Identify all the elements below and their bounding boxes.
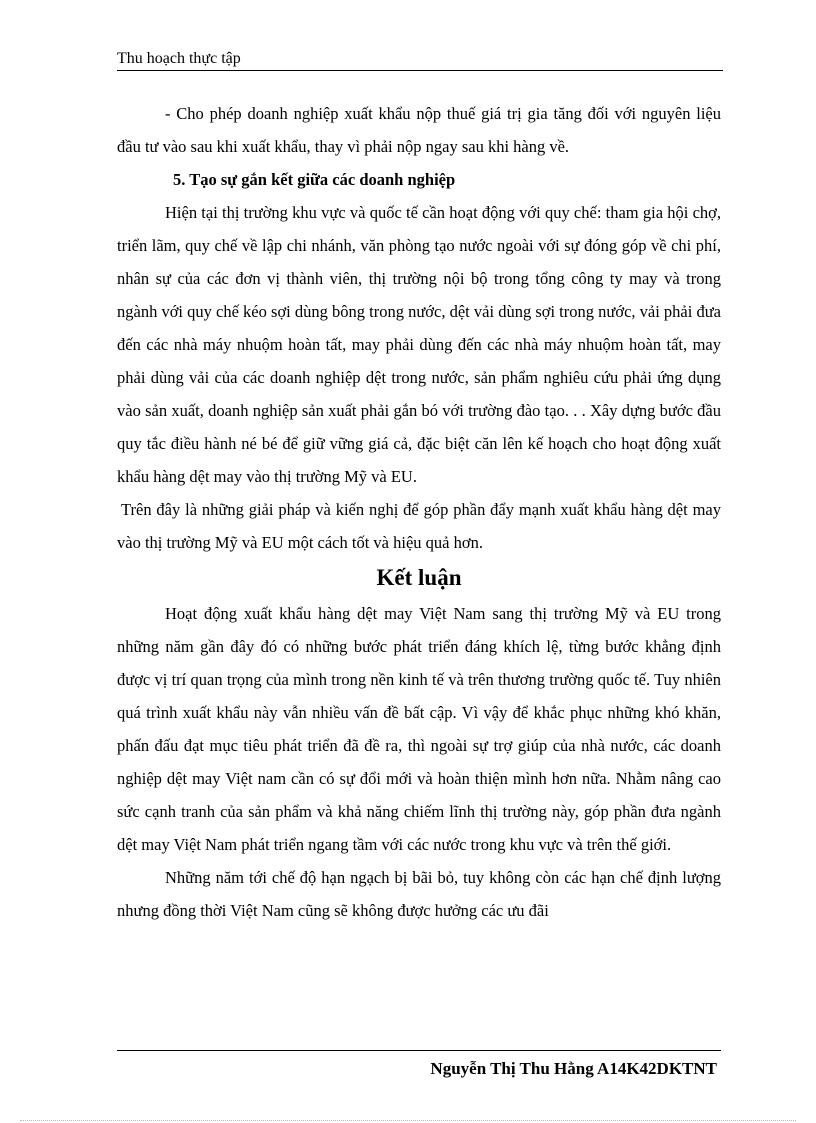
conclusion-title: Kết luận <box>376 565 462 590</box>
paragraph-summary: Trên đây là những giải pháp và kiến nghị để góp phần đẩy mạnh xuất khẩu hàng dệt may vào thị trường Mỹ và EU một cách tốt và hiệu quả hơn. <box>117 500 721 552</box>
header-title: Thu hoạch thực tập <box>117 50 241 67</box>
footer-author: Nguyễn Thị Thu Hằng A14K42DKTNT <box>430 1059 717 1078</box>
paragraph-conclusion: Hoạt động xuất khẩu hàng dệt may Việt Nam sang thị trường Mỹ và EU trong những năm gần đây đó có những bước phát triển đáng khích lệ, từng bước khẳng định được vị trí quan trọng của mình trong nền kinh tế và trên thương trường quốc tế. Tuy nhiên quá trình xuất khẩu này vẫn nhiều vấn đề bất cập. Vì vậy để khắc phục những khó khăn, phấn đấu đạt mục tiêu phát triển đã đề ra, thì ngoài sự trợ giúp của nhà nước, các doanh nghiệp dệt may Việt nam cần có sự đổi mới và hoàn thiện mình hơn nữa. Nhằm nâng cao sức cạnh tranh của sản phẩm và khả năng chiếm lĩnh thị trường này, góp phần đưa ngành dệt may Việt Nam phát triển ngang tầm với các nước trong khu vực và trên thế giới. <box>117 604 721 854</box>
paragraph-quota: Những năm tới chế độ hạn ngạch bị bãi bỏ, tuy không còn các hạn chế định lượng nhưng đồng thời Việt Nam cũng sẽ không được hưởng các ưu đãi <box>117 868 721 920</box>
paragraph-vat-deferral: - Cho phép doanh nghiệp xuất khẩu nộp thuế giá trị gia tăng đối với nguyên liệu đầu tư vào sau khi xuất khẩu, thay vì phải nộp ngay sau khi hàng về. <box>117 104 721 156</box>
page-footer <box>117 1050 721 1081</box>
page-header <box>117 50 723 71</box>
page-bottom-border <box>20 1120 796 1121</box>
section-heading: 5. Tạo sự gắn kết giữa các doanh nghiệp <box>173 170 456 189</box>
paragraph-market-regulations: Hiện tại thị trường khu vực và quốc tế cần hoạt động với quy chế: tham gia hội chợ, triển lãm, quy chế về lập chi nhánh, văn phòng tạo nước ngoài với sự đóng góp về chi phí, nhân sự của các đơn vị thành viên, thị trường nội bộ trong tổng công ty may và trong ngành với quy chế kéo sợi dùng bông trong nước, dệt vải dùng sợi trong nước, vải phải đưa đến các nhà máy nhuộm hoàn tất, may phải dùng đến các nhà máy nhuộm hoàn tất, may phải dùng vải của các doanh nghiệp dệt trong nước, sản phẩm nghiêu cứu phải ứng dụng vào sản xuất, doanh nghiệp sản xuất phải gắn bó với trường đào tạo. . . Xây dựng bước đầu quy tắc điều hành né bé để giữ vững giá cả, đặc biệt căn lên kế hoạch cho hoạt động xuất khẩu hàng dệt may vào thị trường Mỹ và EU. <box>117 203 721 486</box>
document-body <box>117 97 721 927</box>
